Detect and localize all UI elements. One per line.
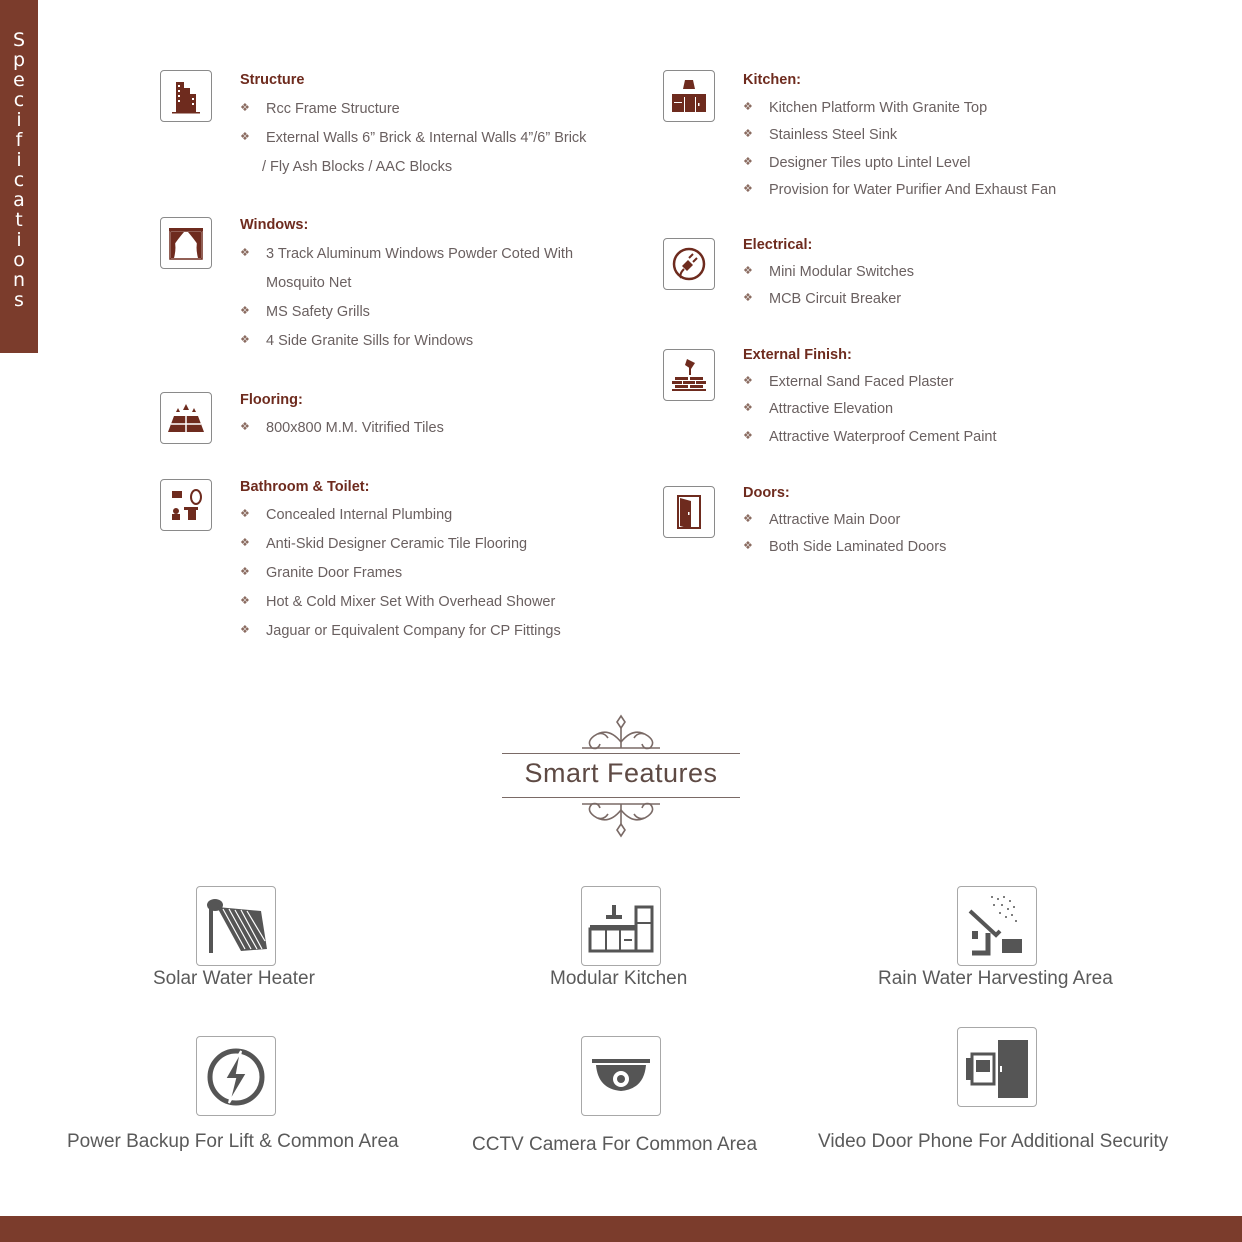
spec-title: Kitchen:	[743, 72, 801, 88]
side-letter: t	[15, 209, 23, 231]
building-icon	[160, 70, 212, 122]
side-letter: f	[15, 129, 23, 151]
side-letter: c	[13, 89, 25, 111]
solar-water-heater-icon	[196, 886, 276, 966]
side-letter: n	[12, 269, 26, 291]
divider-line	[502, 797, 740, 798]
video-door-phone-icon	[957, 1027, 1037, 1107]
feature-label: Solar Water Heater	[153, 968, 315, 989]
spec-title: Structure	[240, 72, 305, 88]
ornament-bottom-icon	[578, 800, 664, 840]
side-letter: p	[12, 49, 26, 71]
specifications-vertical-title	[0, 30, 38, 310]
feature-label: CCTV Camera For Common Area	[472, 1134, 758, 1155]
feature-label: Power Backup For Lift & Common Area	[67, 1131, 399, 1152]
smart-features-title: Smart Features	[524, 758, 718, 788]
side-letter: e	[13, 69, 25, 91]
cctv-camera-icon	[581, 1036, 661, 1116]
door-icon	[663, 486, 715, 538]
power-backup-icon	[196, 1036, 276, 1116]
flooring-tiles-icon	[160, 392, 212, 444]
feature-label: Modular Kitchen	[550, 968, 688, 989]
spec-title: Bathroom & Toilet:	[240, 479, 370, 495]
feature-label: Video Door Phone For Additional Security	[818, 1131, 1169, 1152]
electric-plug-icon	[663, 238, 715, 290]
side-letter: s	[14, 289, 24, 311]
feature-label: Rain Water Harvesting Area	[878, 968, 1113, 989]
spec-title: Windows:	[240, 217, 309, 233]
divider-line	[502, 753, 740, 754]
side-letter: i	[16, 229, 22, 251]
modular-kitchen-icon	[581, 886, 661, 966]
side-letter: i	[16, 109, 22, 131]
rain-water-harvesting-icon	[957, 886, 1037, 966]
side-letter: S	[12, 29, 26, 51]
ornament-top-icon	[578, 712, 664, 752]
specifications-side-tab	[0, 0, 38, 353]
side-letter: c	[13, 169, 25, 191]
spec-title: Flooring:	[240, 392, 303, 408]
side-letter: a	[13, 189, 25, 211]
side-letter: o	[13, 249, 25, 271]
spec-title: Doors:	[743, 485, 790, 501]
footer-bar	[0, 1216, 1242, 1242]
window-curtain-icon	[160, 217, 212, 269]
brick-wall-paint-icon	[663, 349, 715, 401]
spec-title: Electrical:	[743, 237, 813, 253]
side-letter: i	[16, 149, 22, 171]
kitchen-icon	[663, 70, 715, 122]
bathroom-icon	[160, 479, 212, 531]
spec-title: External Finish:	[743, 347, 852, 363]
